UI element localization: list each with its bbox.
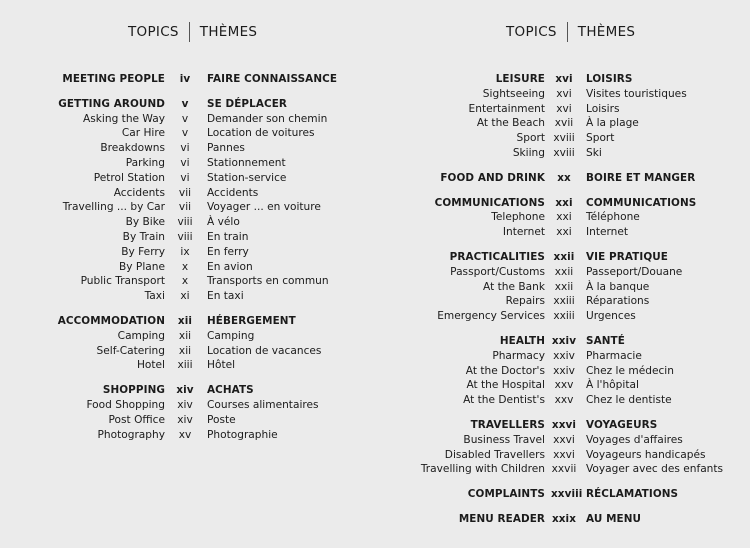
topic-french: En train bbox=[207, 230, 249, 243]
topic-french: À l'hôpital bbox=[586, 379, 639, 392]
topic-french: Hôtel bbox=[207, 359, 236, 372]
topic-english: Car Hire bbox=[121, 127, 165, 140]
page-number: xiv bbox=[177, 413, 193, 426]
section-heading bbox=[375, 487, 750, 502]
topic-row bbox=[0, 126, 375, 141]
topic-row bbox=[0, 200, 375, 215]
page-number: vi bbox=[180, 171, 190, 184]
topic-english: Accidents bbox=[113, 186, 165, 199]
topic-row bbox=[0, 398, 375, 413]
page-number: xviii bbox=[553, 146, 575, 159]
topics-list bbox=[375, 72, 750, 527]
topic-french: AU MENU bbox=[586, 512, 642, 525]
page-number: v bbox=[181, 112, 189, 125]
topic-row bbox=[375, 462, 750, 477]
page-number: vi bbox=[180, 142, 190, 155]
page-number: xvi bbox=[556, 87, 572, 100]
section-heading bbox=[375, 72, 750, 87]
topic-row bbox=[375, 131, 750, 146]
page-number: xxvii bbox=[551, 463, 577, 476]
topic-english: PRACTICALITIES bbox=[449, 250, 545, 263]
page-number: xviii bbox=[553, 132, 575, 145]
page-number: xiii bbox=[177, 359, 193, 372]
topics-list bbox=[0, 72, 375, 442]
topic-english: At the Beach bbox=[476, 117, 545, 130]
topic-row bbox=[0, 413, 375, 428]
topic-french: En avion bbox=[207, 260, 253, 273]
topic-french: Urgences bbox=[586, 310, 636, 323]
topic-french: Camping bbox=[207, 329, 255, 342]
page-number: xxv bbox=[554, 379, 574, 392]
topic-french: À la plage bbox=[586, 117, 639, 130]
page-number: v bbox=[181, 127, 189, 140]
topic-french: ACHATS bbox=[207, 384, 254, 397]
topic-french: Visites touristiques bbox=[586, 87, 687, 100]
heading-divider bbox=[189, 22, 190, 42]
page-number: v bbox=[181, 97, 189, 110]
topic-english: Sport bbox=[516, 132, 545, 145]
topic-english: Taxi bbox=[144, 290, 165, 303]
section-heading bbox=[375, 334, 750, 349]
section-heading bbox=[0, 383, 375, 398]
topic-english: Public Transport bbox=[80, 275, 165, 288]
topic-row bbox=[375, 448, 750, 463]
topic-french: Pannes bbox=[207, 142, 245, 155]
topic-french: Téléphone bbox=[586, 211, 640, 224]
topic-english: COMPLAINTS bbox=[467, 488, 545, 501]
page-number: xxiii bbox=[553, 295, 575, 308]
topic-row bbox=[0, 245, 375, 260]
topic-french: Station-service bbox=[207, 171, 287, 184]
page-number: xxvi bbox=[553, 448, 575, 461]
topic-row bbox=[375, 364, 750, 379]
topic-french: Voyager ... en voiture bbox=[207, 201, 321, 214]
topic-row bbox=[0, 344, 375, 359]
topic-row bbox=[375, 309, 750, 324]
topic-row bbox=[375, 349, 750, 364]
topic-french: Courses alimentaires bbox=[207, 398, 319, 411]
topic-row bbox=[0, 274, 375, 289]
page-number: xxvi bbox=[553, 433, 575, 446]
topic-english: By Bike bbox=[125, 216, 165, 229]
topic-english: At the Dentist's bbox=[463, 394, 545, 407]
topic-french: VIE PRATIQUE bbox=[586, 250, 668, 263]
topic-french: Chez le médecin bbox=[586, 364, 674, 377]
page-number: xxv bbox=[554, 394, 574, 407]
page-number: xxviii bbox=[551, 488, 583, 501]
page-number: xi bbox=[180, 290, 190, 303]
page-number: xvii bbox=[554, 117, 574, 130]
topic-english: SHOPPING bbox=[102, 384, 165, 397]
topic-french: SE DÉPLACER bbox=[207, 97, 288, 110]
topic-english: LEISURE bbox=[495, 73, 545, 85]
topic-french: Voyages d'affaires bbox=[586, 433, 683, 446]
page-number: xiv bbox=[177, 398, 193, 411]
topic-row bbox=[0, 260, 375, 275]
topic-french: FAIRE CONNAISSANCE bbox=[207, 73, 338, 85]
topic-english: ACCOMMODATION bbox=[57, 314, 165, 327]
page-number: vii bbox=[178, 186, 192, 199]
topic-row bbox=[375, 265, 750, 280]
topic-english: At the Hospital bbox=[466, 379, 545, 392]
page-number: x bbox=[181, 275, 189, 288]
topic-row bbox=[0, 358, 375, 373]
topic-english: FOOD AND DRINK bbox=[440, 171, 545, 184]
topic-row bbox=[0, 141, 375, 156]
topic-english: Skiing bbox=[512, 146, 545, 159]
page-number: iv bbox=[179, 73, 191, 85]
topic-english: At the Doctor's bbox=[465, 364, 545, 377]
page-heading bbox=[128, 22, 257, 42]
topic-row bbox=[375, 225, 750, 240]
topic-english: MENU READER bbox=[458, 512, 545, 525]
topic-english: Self-Catering bbox=[96, 344, 165, 357]
topic-row bbox=[0, 329, 375, 344]
topic-french: Voyageurs handicapés bbox=[586, 448, 706, 461]
topic-english: Emergency Services bbox=[437, 310, 545, 323]
heading-divider bbox=[567, 22, 568, 42]
topic-french: COMMUNICATIONS bbox=[586, 196, 697, 209]
section-heading bbox=[375, 196, 750, 211]
topic-french: Ski bbox=[586, 146, 602, 159]
topic-row bbox=[0, 156, 375, 171]
topic-french: Voyager avec des enfants bbox=[586, 463, 724, 476]
topic-english: Food Shopping bbox=[86, 398, 165, 411]
topic-row bbox=[375, 433, 750, 448]
heading-topics: TOPICS bbox=[128, 24, 179, 40]
topic-french: Location de vacances bbox=[207, 344, 322, 357]
topic-row bbox=[0, 230, 375, 245]
topic-english: Internet bbox=[502, 226, 545, 239]
page-number: xxiv bbox=[551, 334, 577, 347]
topic-french: RÉCLAMATIONS bbox=[586, 488, 679, 501]
topic-row bbox=[0, 186, 375, 201]
topic-english: Hotel bbox=[136, 359, 165, 372]
heading-topics: TOPICS bbox=[506, 24, 557, 40]
topic-french: HÉBERGEMENT bbox=[207, 314, 296, 327]
topic-english: Pharmacy bbox=[492, 349, 545, 362]
topic-row bbox=[375, 116, 750, 131]
page-number: x bbox=[181, 260, 189, 273]
topic-english: Photography bbox=[97, 428, 165, 441]
topic-english: At the Bank bbox=[483, 280, 545, 293]
topic-english: GETTING AROUND bbox=[58, 97, 165, 110]
topic-french: En taxi bbox=[207, 290, 244, 303]
page-number: xx bbox=[557, 171, 571, 184]
topic-row bbox=[0, 428, 375, 443]
topic-row bbox=[375, 294, 750, 309]
page-number: xii bbox=[177, 314, 193, 327]
topic-english: Travelling with Children bbox=[420, 463, 545, 476]
topic-row bbox=[375, 378, 750, 393]
heading-themes: THÈMES bbox=[199, 24, 258, 40]
section-heading bbox=[375, 250, 750, 265]
topic-french: À la banque bbox=[586, 280, 650, 293]
topic-french: À vélo bbox=[207, 216, 240, 229]
topic-row bbox=[375, 146, 750, 161]
topic-french: VOYAGEURS bbox=[586, 418, 658, 431]
page-number: vi bbox=[180, 156, 190, 169]
page-number: xiv bbox=[176, 384, 194, 397]
topic-french: Location de voitures bbox=[207, 127, 315, 140]
topic-english: Telephone bbox=[491, 211, 545, 224]
section-heading bbox=[0, 72, 375, 87]
topic-english: HEALTH bbox=[499, 334, 545, 347]
topic-row bbox=[375, 87, 750, 102]
topic-english: Business Travel bbox=[463, 433, 545, 446]
topic-english: Disabled Travellers bbox=[444, 448, 545, 461]
topic-french: Demander son chemin bbox=[207, 112, 328, 125]
page-number: xxix bbox=[551, 512, 577, 525]
topic-english: TRAVELLERS bbox=[470, 418, 545, 431]
section-heading bbox=[375, 171, 750, 186]
section-heading bbox=[375, 512, 750, 527]
page-number: xii bbox=[178, 344, 192, 357]
topic-english: By Ferry bbox=[121, 245, 165, 258]
page-number: xxi bbox=[556, 226, 572, 239]
page-number: xxii bbox=[554, 265, 574, 278]
topic-english: Camping bbox=[117, 329, 165, 342]
section-heading bbox=[375, 418, 750, 433]
topic-english: Repairs bbox=[505, 295, 545, 308]
page-number: viii bbox=[177, 216, 193, 229]
section-heading bbox=[0, 97, 375, 112]
topic-french: Chez le dentiste bbox=[586, 394, 672, 407]
page-heading bbox=[506, 22, 635, 42]
topic-english: Petrol Station bbox=[93, 171, 165, 184]
topic-english: Sightseeing bbox=[482, 87, 545, 100]
topic-french: Stationnement bbox=[207, 156, 286, 169]
page-number: xvi bbox=[555, 73, 573, 85]
topic-row bbox=[375, 210, 750, 225]
topic-english: Passport/Customs bbox=[450, 265, 545, 278]
topic-french: Réparations bbox=[586, 295, 650, 308]
page-number: xxvi bbox=[551, 418, 577, 431]
page-number: xv bbox=[178, 428, 192, 441]
page-number: xxiv bbox=[553, 349, 575, 362]
topic-french: Accidents bbox=[207, 186, 259, 199]
topic-row bbox=[0, 215, 375, 230]
page-number: vii bbox=[178, 201, 192, 214]
topic-french: SANTÉ bbox=[586, 334, 625, 347]
page-number: xxi bbox=[555, 196, 573, 209]
topic-french: Internet bbox=[586, 226, 629, 239]
topic-english: Breakdowns bbox=[100, 142, 165, 155]
topic-english: By Train bbox=[122, 230, 165, 243]
page-number: xii bbox=[178, 329, 192, 342]
page-number: xxii bbox=[553, 250, 575, 263]
topic-english: By Plane bbox=[119, 260, 165, 273]
topic-row bbox=[375, 393, 750, 408]
topic-french: Poste bbox=[207, 413, 236, 426]
page-number: xxii bbox=[554, 280, 574, 293]
page-number: xxiii bbox=[553, 310, 575, 323]
topic-french: En ferry bbox=[207, 245, 249, 258]
page-number: ix bbox=[180, 245, 190, 258]
topic-french: Sport bbox=[586, 132, 615, 145]
page-number: viii bbox=[177, 230, 193, 243]
right-page bbox=[375, 0, 750, 548]
topic-row bbox=[0, 171, 375, 186]
topic-english: Travelling ... by Car bbox=[62, 201, 165, 214]
topic-row bbox=[0, 112, 375, 127]
page-number: xvi bbox=[556, 102, 572, 115]
topic-french: Transports en commun bbox=[207, 275, 329, 288]
topic-row bbox=[0, 289, 375, 304]
topic-french: Pharmacie bbox=[586, 349, 642, 362]
topic-french: Photographie bbox=[207, 428, 278, 441]
topic-english: COMMUNICATIONS bbox=[434, 196, 545, 209]
topic-english: Parking bbox=[125, 156, 165, 169]
topic-english: Entertainment bbox=[468, 102, 545, 115]
topic-french: BOIRE ET MANGER bbox=[586, 171, 696, 184]
topic-english: Post Office bbox=[108, 413, 165, 426]
topic-french: Passeport/Douane bbox=[586, 265, 683, 278]
topic-french: LOISIRS bbox=[586, 73, 633, 85]
topic-french: Loisirs bbox=[586, 102, 620, 115]
page-number: xxi bbox=[556, 211, 572, 224]
topic-row bbox=[375, 280, 750, 295]
topic-row bbox=[375, 102, 750, 117]
topic-english: Asking the Way bbox=[83, 112, 165, 125]
section-heading bbox=[0, 314, 375, 329]
heading-themes: THÈMES bbox=[577, 24, 636, 40]
page-number: xxiv bbox=[553, 364, 575, 377]
topic-english: MEETING PEOPLE bbox=[62, 73, 165, 85]
